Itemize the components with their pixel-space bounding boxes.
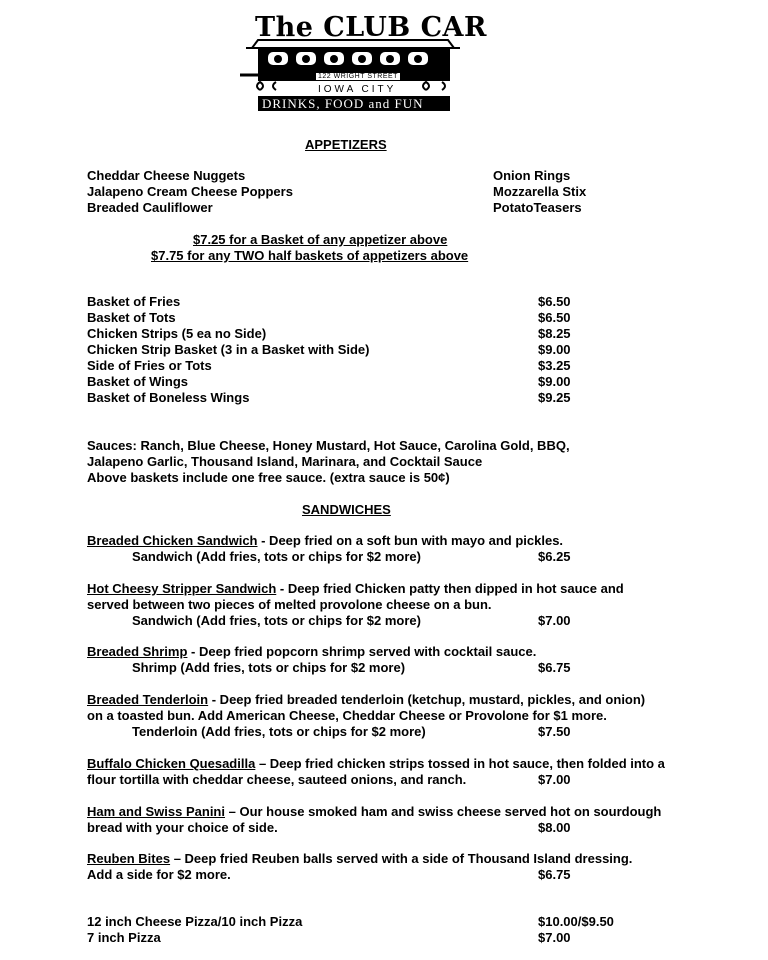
item-sub: Sandwich (Add fries, tots or chips for $2 more)	[132, 549, 421, 564]
item-desc: flour tortilla with cheddar cheese, sauteed onions, and ranch.	[87, 772, 467, 787]
pizza-name: 12 inch Cheese Pizza/10 inch Pizza	[87, 914, 303, 929]
item-sub: Sandwich (Add fries, tots or chips for $2 more)	[132, 613, 421, 628]
item-price: $7.00	[538, 613, 571, 628]
menu-item-shrimp	[87, 644, 536, 660]
basket-price: $9.25	[538, 390, 571, 405]
menu-item-tenderloin	[87, 692, 645, 708]
basket-name: Basket of Fries	[87, 294, 181, 309]
item-desc: – Deep fried chicken strips tossed in hot sauce, then folded into a	[255, 756, 665, 771]
appetizer-offer-single: $7.25 for a Basket of any appetizer above	[193, 232, 448, 247]
item-desc: bread with your choice of side.	[87, 820, 278, 835]
item-name: Breaded Shrimp	[87, 644, 188, 659]
basket-price: $9.00	[538, 342, 571, 357]
logo-address: 122 WRIGHT STREET	[315, 72, 401, 81]
item-price: $8.00	[538, 820, 571, 835]
item-desc: served between two pieces of melted provolone cheese on a bun.	[87, 597, 492, 612]
logo-title: The CLUB CAR	[255, 12, 487, 43]
sauces-line: Jalapeno Garlic, Thousand Island, Marinara, and Cocktail Sauce	[87, 454, 483, 469]
appetizer-item: Mozzarella Stix	[493, 184, 587, 199]
basket-price: $6.50	[538, 294, 571, 309]
item-name: Ham and Swiss Panini	[87, 804, 225, 819]
appetizer-item: Jalapeno Cream Cheese Poppers	[87, 184, 293, 199]
appetizer-item: Breaded Cauliflower	[87, 200, 213, 215]
item-desc: - Deep fried on a soft bun with mayo and pickles.	[257, 533, 564, 548]
item-name: Breaded Tenderloin	[87, 692, 209, 707]
appetizers-heading: APPETIZERS	[305, 137, 387, 152]
item-desc: – Deep fried Reuben balls served with a side of Thousand Island dressing.	[170, 851, 633, 866]
item-desc: – Our house smoked ham and swiss cheese served hot on sourdough	[225, 804, 662, 819]
basket-price: $6.50	[538, 310, 571, 325]
item-desc: - Deep fried Chicken patty then dipped in hot sauce and	[276, 581, 624, 596]
appetizer-item: PotatoTeasers	[493, 200, 582, 215]
basket-price: $8.25	[538, 326, 571, 341]
item-name: Reuben Bites	[87, 851, 171, 866]
item-price: $6.75	[538, 867, 571, 882]
item-desc: - Deep fried breaded tenderloin (ketchup, mustard, pickles, and onion)	[208, 692, 646, 707]
pizza-price: $7.00	[538, 930, 571, 945]
basket-name: Side of Fries or Tots	[87, 358, 212, 373]
menu-item-reuben	[87, 851, 632, 867]
item-sub: Shrimp (Add fries, tots or chips for $2 more)	[132, 660, 406, 675]
item-desc: - Deep fried popcorn shrimp served with cocktail sauce.	[187, 644, 537, 659]
sauces-line: Sauces: Ranch, Blue Cheese, Honey Mustard, Hot Sauce, Carolina Gold, BBQ,	[87, 438, 570, 453]
basket-name: Basket of Wings	[87, 374, 189, 389]
sandwiches-heading: SANDWICHES	[302, 502, 391, 517]
menu-item-hot-cheesy	[87, 581, 624, 597]
menu-item-breaded-chicken	[87, 533, 563, 549]
basket-name: Chicken Strips (5 ea no Side)	[87, 326, 267, 341]
item-price: $7.00	[538, 772, 571, 787]
item-desc: Add a side for $2 more.	[87, 867, 231, 882]
logo-tagline: DRINKS, FOOD and FUN	[262, 96, 424, 111]
item-name: Hot Cheesy Stripper Sandwich	[87, 581, 277, 596]
menu-item-quesadilla	[87, 756, 665, 772]
item-desc: on a toasted bun. Add American Cheese, Cheddar Cheese or Provolone for $1 more.	[87, 708, 607, 723]
basket-price: $3.25	[538, 358, 571, 373]
item-sub: Tenderloin (Add fries, tots or chips for $2 more)	[132, 724, 426, 739]
pizza-price: $10.00/$9.50	[538, 914, 614, 929]
item-name: Buffalo Chicken Quesadilla	[87, 756, 256, 771]
item-price: $6.25	[538, 549, 571, 564]
logo-city: IOWA CITY	[318, 84, 397, 95]
appetizer-item: Cheddar Cheese Nuggets	[87, 168, 246, 183]
sauces-note: Above baskets include one free sauce. (extra sauce is 50¢)	[87, 470, 450, 485]
menu-item-panini	[87, 804, 661, 820]
basket-name: Basket of Tots	[87, 310, 176, 325]
pizza-name: 7 inch Pizza	[87, 930, 161, 945]
appetizer-offer-half: $7.75 for any TWO half baskets of appetizers above	[151, 248, 469, 263]
basket-name: Chicken Strip Basket (3 in a Basket with Side)	[87, 342, 370, 357]
basket-name: Basket of Boneless Wings	[87, 390, 250, 405]
item-name: Breaded Chicken Sandwich	[87, 533, 258, 548]
appetizer-item: Onion Rings	[493, 168, 571, 183]
basket-price: $9.00	[538, 374, 571, 389]
item-price: $7.50	[538, 724, 571, 739]
item-price: $6.75	[538, 660, 571, 675]
